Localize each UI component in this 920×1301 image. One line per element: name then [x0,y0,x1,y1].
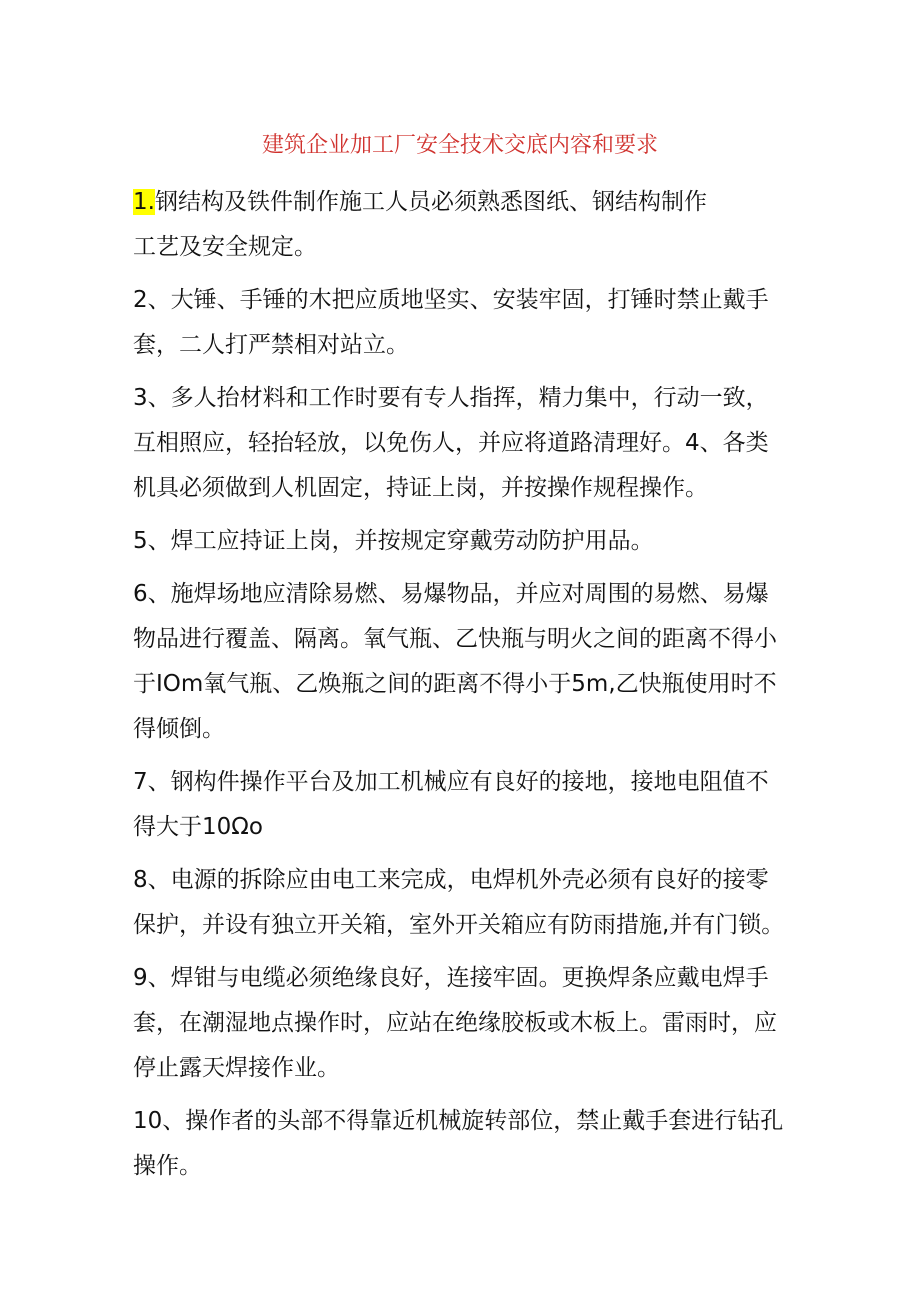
paragraph-6 [133,572,793,752]
document-title: 建筑企业加工厂安全技术交底内容和要求 [261,133,658,158]
paragraph-line: 5、焊工应持证上岗，并按规定穿戴劳动防护用品。 [133,528,654,554]
paragraph-line: 得倾倒。 [133,716,225,742]
document-body [133,180,793,1197]
paragraph-5 [133,519,793,564]
paragraph-line: 8、电源的拆除应由电工来完成，电焊机外壳必须有良好的接零 [133,867,769,893]
paragraph-3 [133,376,793,511]
paragraph-line: 工艺及安全规定。 [133,234,317,260]
paragraph-1 [133,180,793,270]
paragraph-line: 10、操作者的头部不得靠近机械旋转部位，禁止戴手套进行钻孔 [133,1108,784,1134]
paragraph-8 [133,858,793,948]
highlighted-number: 1. [133,189,155,215]
paragraph-9 [133,956,793,1091]
paragraph-line: 7、钢构件操作平台及加工机械应有良好的接地，接地电阻值不 [133,769,769,795]
paragraph-line: 于IOm氧气瓶、乙焕瓶之间的距离不得小于5m,乙快瓶使用时不 [133,671,777,697]
paragraph-line: 机具必须做到人机固定，持证上岗，并按操作规程操作。 [133,475,708,501]
paragraph-7 [133,760,793,850]
paragraph-line: 9、焊钳与电缆必须绝缘良好，连接牢固。更换焊条应戴电焊手 [133,965,769,991]
paragraph-line [133,180,793,225]
paragraph-line: 操作。 [133,1153,202,1179]
paragraph-line: 保护，并设有独立开关箱，室外开关箱应有防雨措施,并有门锁。 [133,912,785,938]
paragraph-line: 互相照应，轻抬轻放，以免伤人，并应将道路清理好。4、各类 [133,430,769,456]
paragraph-text: 钢结构及铁件制作施工人员必须熟悉图纸、钢结构制作 [154,189,707,215]
paragraph-line: 6、施焊场地应清除易燃、易爆物品，并应对周围的易燃、易爆 [133,581,769,607]
paragraph-line: 物品进行覆盖、隔离。氧气瓶、乙快瓶与明火之间的距离不得小 [133,626,777,652]
paragraph-line: 2、大锤、手锤的木把应质地坚实、安装牢固，打锤时禁止戴手 [133,287,769,313]
paragraph-line: 套，在潮湿地点操作时，应站在绝缘胶板或木板上。雷雨时，应 [133,1010,777,1036]
paragraph-10 [133,1099,793,1189]
paragraph-line: 停止露天焊接作业。 [133,1055,340,1081]
paragraph-2 [133,278,793,368]
paragraph-line: 套，二人打严禁相对站立。 [133,332,409,358]
paragraph-line: 得大于10Ωo [133,814,263,840]
paragraph-line: 3、多人抬材料和工作时要有专人指挥，精力集中，行动一致， [133,385,769,411]
